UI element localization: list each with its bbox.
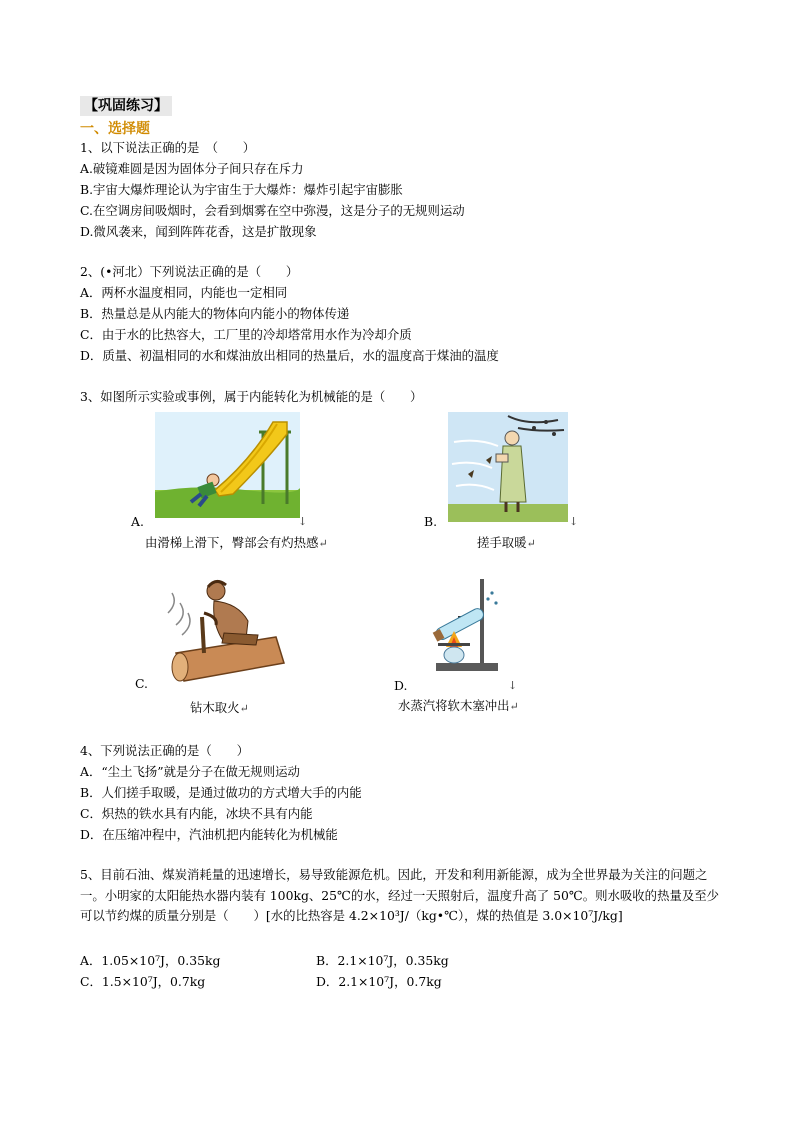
q3-stem: 3、如图所示实验或事例，属于内能转化为机械能的是（ ） [80, 389, 423, 404]
q5-option-d: D．2.1×10⁷J，0.7kg [316, 974, 442, 989]
section-title: 一、选择题 [80, 121, 150, 137]
q4-option-a: A．“尘土飞扬”就是分子在做无规则运动 [80, 764, 300, 779]
q1-option-c: C.在空调房间吸烟时，会看到烟雾在空中弥漫，这是分子的无规则运动 [80, 203, 465, 218]
figure-d-letter: D. [394, 678, 408, 693]
test-tube-apparatus-illustration [428, 577, 508, 675]
q5-option-a: A．1.05×10⁷J，0.35kg [80, 953, 221, 968]
q5-option-c: C．1.5×10⁷J，0.7kg [80, 974, 206, 989]
q2-option-a: A．两杯水温度相同，内能也一定相同 [80, 285, 288, 300]
q4-option-b: B．人们搓手取暖，是通过做功的方式增大手的内能 [80, 785, 362, 800]
q5-option-b: B．2.1×10⁷J，0.35kg [316, 953, 449, 968]
slide-illustration [155, 412, 300, 518]
section-tag: 【巩固练习】 [80, 96, 172, 116]
figure-a-arrow: ↓ [298, 515, 308, 528]
figure-b-letter: B. [424, 514, 438, 529]
q5-stem: 5、目前石油、煤炭消耗量的迅速增长，易导致能源危机。因此，开发和利用新能源，成为全世界最为关注的问题之一。小明家的太阳能热水器内装有 100kg、25℃的水，经过一天照射后，温度升高了 50℃。则水吸收的热量及至少可以节约煤的质量分别是（ ）[水的比热容是 4.2×10³J/（kg•℃），煤的热值是 3.0×10⁷J/kg] [80, 867, 720, 923]
rubbing-hands-illustration [448, 412, 568, 522]
q4-option-c: C．炽热的铁水具有内能，冰块不具有内能 [80, 806, 313, 821]
q1-option-b: B.宇宙大爆炸理论认为宇宙生于大爆炸：爆炸引起宇宙膨胀 [80, 182, 403, 197]
q1-option-d: D.微风袭来，闻到阵阵花香，这是扩散现象 [80, 224, 317, 239]
q4-option-d: D．在压缩冲程中，汽油机把内能转化为机械能 [80, 827, 338, 842]
figure-a-letter: A. [131, 514, 144, 529]
q2-option-b: B．热量总是从内能大的物体向内能小的物体传递 [80, 306, 350, 321]
figure-c-caption: 钻木取火↵ [190, 700, 249, 715]
drilling-wood-illustration [158, 573, 288, 685]
q2-stem: 2、(•河北）下列说法正确的是（ ） [80, 264, 299, 279]
q1-stem: 1、以下说法正确的是 （ ） [80, 140, 256, 155]
q4-stem: 4、下列说法正确的是（ ） [80, 743, 249, 758]
figure-b-caption: 搓手取暖↵ [477, 535, 536, 550]
q2-option-d: D．质量、初温相同的水和煤油放出相同的热量后，水的温度高于煤油的温度 [80, 348, 499, 363]
figure-c-letter: C. [135, 676, 148, 691]
q1-option-a: A.破镜难圆是因为固体分子间只存在斥力 [80, 161, 304, 176]
figure-a-caption: 由滑梯上滑下，臀部会有灼热感↵ [145, 535, 328, 550]
figure-d-caption: 水蒸汽将软木塞冲出↵ [398, 698, 519, 713]
figure-d-arrow: ↓ [508, 679, 518, 692]
figure-b-arrow: ↓ [569, 515, 579, 528]
q2-option-c: C．由于水的比热容大，工厂里的冷却塔常用水作为冷却介质 [80, 327, 412, 342]
